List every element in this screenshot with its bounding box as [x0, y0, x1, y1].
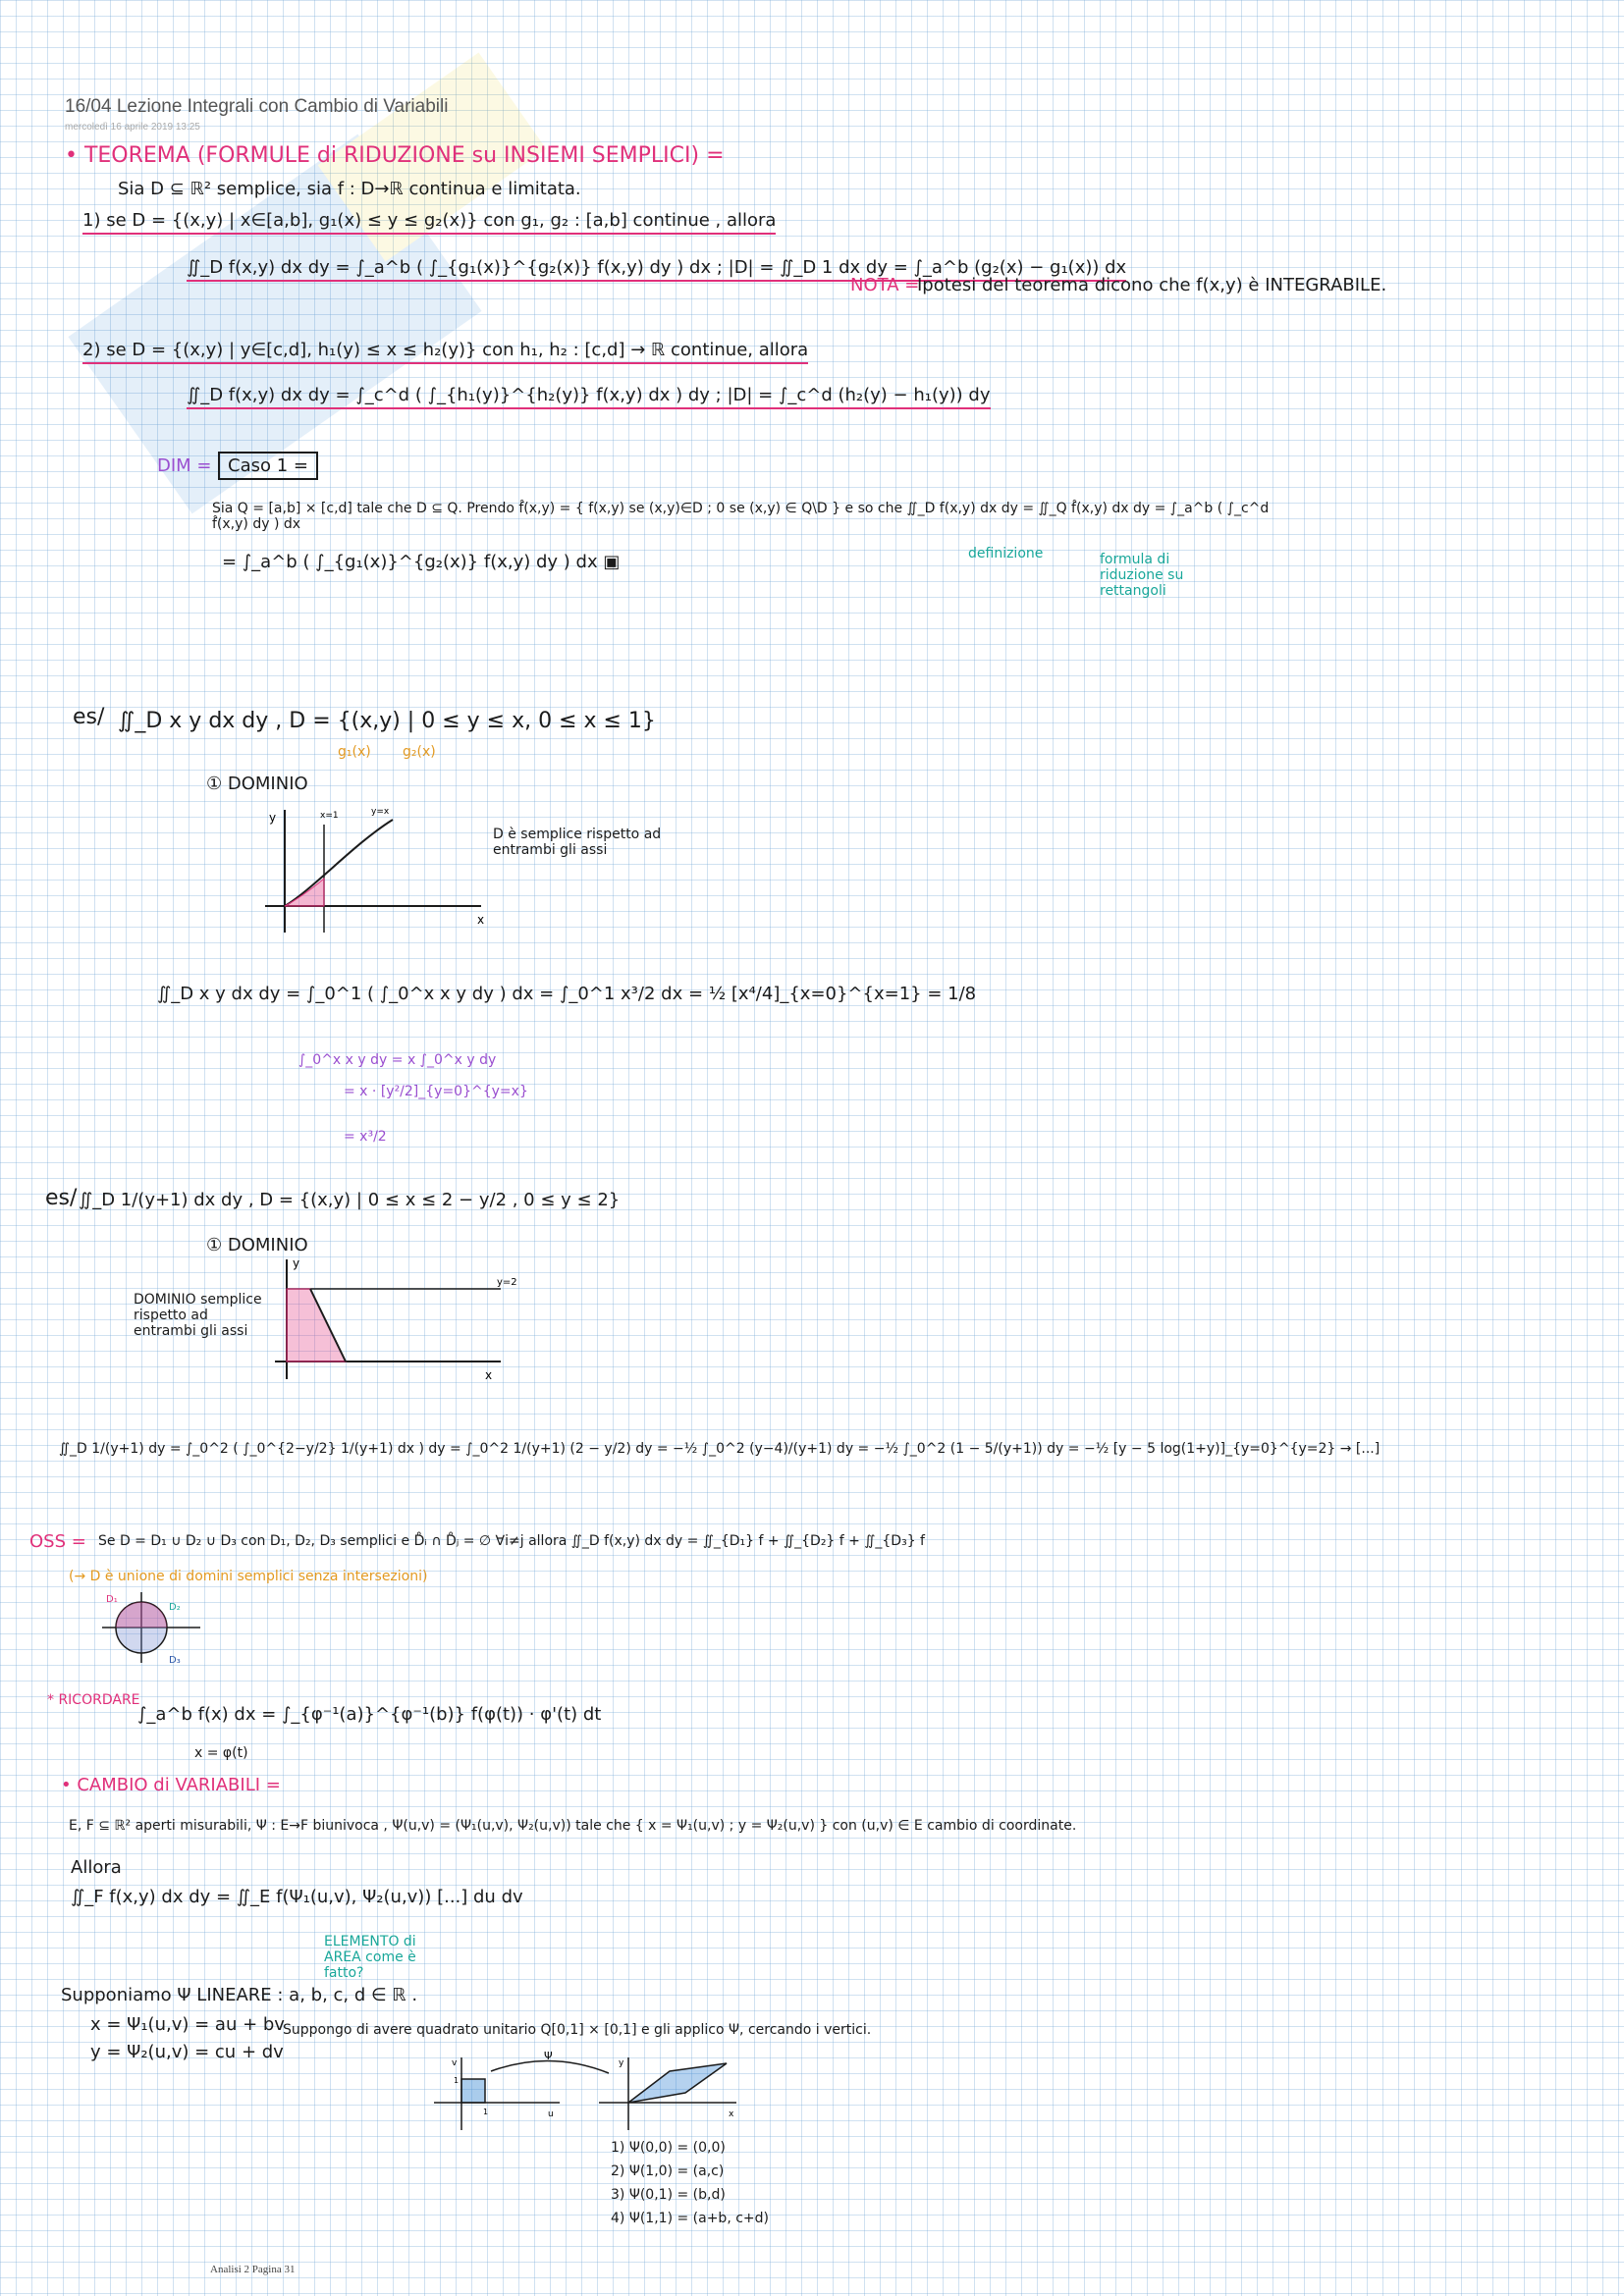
theorem-formula1: ∬_D f(x,y) dx dy = ∫_a^b ( ∫_{g₁(x)}^{g₂(x)} f(x,y) dy ) dx ; |D| = ∬_D 1 dx dy = ∫_a^b (g₂(x) − g₁(x)) dx: [187, 257, 1126, 282]
nota-text: Ipotesi del teorema dicono che f(x,y) è INTEGRABILE.: [917, 275, 1387, 295]
example1-g2: g₂(x): [403, 744, 436, 760]
example2-label: es/: [45, 1186, 78, 1210]
map-one-u-label: 1: [483, 2108, 489, 2116]
cambio-formula: ∬_F f(x,y) dx dy = ∬_E f(Ψ₁(u,v), Ψ₂(u,v)) [...] du dv: [71, 1887, 523, 1907]
page-title: 16/04 Lezione Integrali con Cambio di Variabili: [65, 96, 449, 117]
example1-label: es/: [73, 705, 105, 729]
example2-integral: ∬_D 1/(y+1) dx dy , D = {(x,y) | 0 ≤ x ≤ 2 − y/2 , 0 ≤ y ≤ 2}: [79, 1190, 621, 1210]
example1-step: ① DOMINIO: [206, 774, 308, 794]
example1-note: D è semplice rispetto ad entrambi gli assi: [493, 827, 662, 858]
cambio-sys1: x = Ψ₁(u,v) = au + bv: [90, 2014, 285, 2035]
graph2-y2-label: y=2: [497, 1277, 517, 1288]
theorem-heading: • TEOREMA (FORMULE di RIDUZIONE su INSIEMI SEMPLICI) =: [65, 143, 725, 168]
example1-side-calc-1: ∫_0^x x y dy = x ∫_0^x y dy: [298, 1052, 497, 1068]
cambio-element-note: ELEMENTO di AREA come è fatto?: [324, 1934, 416, 1981]
cambio-linear: Supponiamo Ψ LINEARE : a, b, c, d ∈ ℝ .: [61, 1985, 418, 2005]
graph2-x-label: x: [485, 1368, 493, 1382]
oss-label: OSS =: [29, 1531, 86, 1552]
ricordare-label: * RICORDARE: [47, 1692, 140, 1708]
oss-note: (→ D è unione di domini semplici senza intersezioni): [69, 1569, 428, 1584]
proof-note-formula: formula di riduzione su rettangoli: [1100, 552, 1184, 599]
vertex-2: 2) Ψ(1,0) = (a,c): [611, 2163, 725, 2179]
proof-case: Caso 1 =: [218, 452, 318, 480]
theorem-intro: Sia D ⊆ ℝ² semplice, sia f : D→ℝ continua e limitata.: [118, 179, 581, 199]
example2-step: ① DOMINIO: [206, 1235, 308, 1255]
cambio-linear-map-graph: [432, 2052, 746, 2140]
cambio-sys2: y = Ψ₂(u,v) = cu + dv: [90, 2042, 284, 2062]
theorem-case1: 1) se D = {(x,y) | x∈[a,b], g₁(x) ≤ y ≤ g₂(x)} con g₁, g₂ : [a,b] continue , allora: [82, 210, 776, 235]
example1-integral: ∬_D x y dx dy , D = {(x,y) | 0 ≤ y ≤ x, 0 ≤ x ≤ 1}: [118, 709, 656, 733]
ricordare-formula: ∫_a^b f(x) dx = ∫_{φ⁻¹(a)}^{φ⁻¹(b)} f(φ(t)) · φ'(t) dt: [137, 1704, 602, 1725]
page-footer: Analisi 2 Pagina 31: [210, 2264, 296, 2275]
graph2-y-label: y: [293, 1256, 300, 1270]
cambio-heading: • CAMBIO di VARIABILI =: [61, 1775, 281, 1795]
example2-domain-graph: [265, 1252, 530, 1389]
nota-label: NOTA =: [850, 275, 920, 295]
graph1-x1-label: x=1: [320, 811, 339, 821]
map-y-label: y: [619, 2058, 624, 2068]
graph1-y-label: y: [269, 811, 277, 825]
example1-side-calc-2: = x · [y²/2]_{y=0}^{y=x}: [344, 1084, 528, 1099]
oss-d1-label: D₁: [106, 1594, 118, 1605]
example1-computation: ∬_D x y dx dy = ∫_0^1 ( ∫_0^x x y dy ) dx = ∫_0^1 x³/2 dx = ½ [x⁴/4]_{x=0}^{x=1} = 1/8: [157, 984, 977, 1004]
map-psi-label: Ψ: [544, 2052, 553, 2062]
vertex-1: 1) Ψ(0,0) = (0,0): [611, 2140, 726, 2156]
cambio-line1: E, F ⊆ ℝ² aperti misurabili, Ψ : E→F biunivoca , Ψ(u,v) = (Ψ₁(u,v), Ψ₂(u,v)) tale che { x = Ψ₁(u,v) ; y = Ψ₂(u,v) } con (u,v) ∈ E cambio di coordinate.: [69, 1818, 1077, 1834]
example1-g1: g₁(x): [338, 744, 371, 760]
graph1-x-label: x: [477, 913, 485, 927]
oss-d3-label: D₃: [169, 1655, 181, 1666]
proof-line2: = ∫_a^b ( ∫_{g₁(x)}^{g₂(x)} f(x,y) dy ) dx ▣: [222, 552, 621, 572]
graph1-yx-label: y=x: [371, 807, 390, 817]
cambio-allora: Allora: [71, 1857, 122, 1878]
ricordare-sub: x = φ(t): [194, 1745, 248, 1761]
vertex-3: 3) Ψ(0,1) = (b,d): [611, 2187, 726, 2203]
vertex-4: 4) Ψ(1,1) = (a+b, c+d): [611, 2211, 769, 2226]
theorem-case2: 2) se D = {(x,y) | y∈[c,d], h₁(y) ≤ x ≤ h₂(y)} con h₁, h₂ : [c,d] → ℝ continue, allora: [82, 340, 808, 364]
theorem-formula2: ∬_D f(x,y) dx dy = ∫_c^d ( ∫_{h₁(y)}^{h₂(y)} f(x,y) dx ) dy ; |D| = ∫_c^d (h₂(y) − h₁(y)) dy: [187, 385, 991, 409]
page-timestamp: mercoledì 16 aprile 2019 13:25: [65, 122, 200, 133]
map-u-label: u: [548, 2109, 554, 2119]
oss-text: Se D = D₁ ∪ D₂ ∪ D₃ con D₁, D₂, D₃ semplici e D̊ᵢ ∩ D̊ⱼ = ∅ ∀i≠j allora ∬_D f(x,y) dx dy = ∬_{D₁} f + ∬_{D₂} f + ∬_{D₃} f: [98, 1533, 925, 1549]
oss-union-diagram: [98, 1588, 206, 1667]
example1-domain-graph: [245, 800, 501, 947]
map-x-label: x: [729, 2109, 734, 2119]
example2-note: DOMINIO semplice rispetto ad entrambi gli assi: [134, 1292, 262, 1339]
example1-side-calc-3: = x³/2: [344, 1129, 387, 1145]
map-v-label: v: [452, 2058, 458, 2068]
proof-line1: Sia Q = [a,b] × [c,d] tale che D ⊆ Q. Prendo f̂(x,y) = { f(x,y) se (x,y)∈D ; 0 se (x,y) ∈ Q\D } e so che ∬_D f(x,y) dx dy = ∬_Q f̂(x,y) dx dy = ∫_a^b ( ∫_c^d f̂(x,y) dy ) dx: [212, 501, 1270, 532]
proof-label: DIM =: [157, 455, 212, 476]
map-one-v-label: 1: [454, 2076, 460, 2085]
oss-d2-label: D₂: [169, 1602, 181, 1613]
example2-computation: ∬_D 1/(y+1) dy = ∫_0^2 ( ∫_0^{2−y/2} 1/(y+1) dx ) dy = ∫_0^2 1/(y+1) (2 − y/2) dy = −½ ∫_0^2 (y−4)/(y+1) dy = −½ ∫_0^2 (1 − 5/(y+1)) dy = −½ [y − 5 log(1+y)]_{y=0}^{y=2} → [...]: [59, 1441, 1380, 1457]
proof-note-definition: definizione: [968, 546, 1044, 561]
cambio-suppose: Suppongo di avere quadrato unitario Q[0,1] × [0,1] e gli applico Ψ, cercando i vertici.: [283, 2022, 872, 2038]
